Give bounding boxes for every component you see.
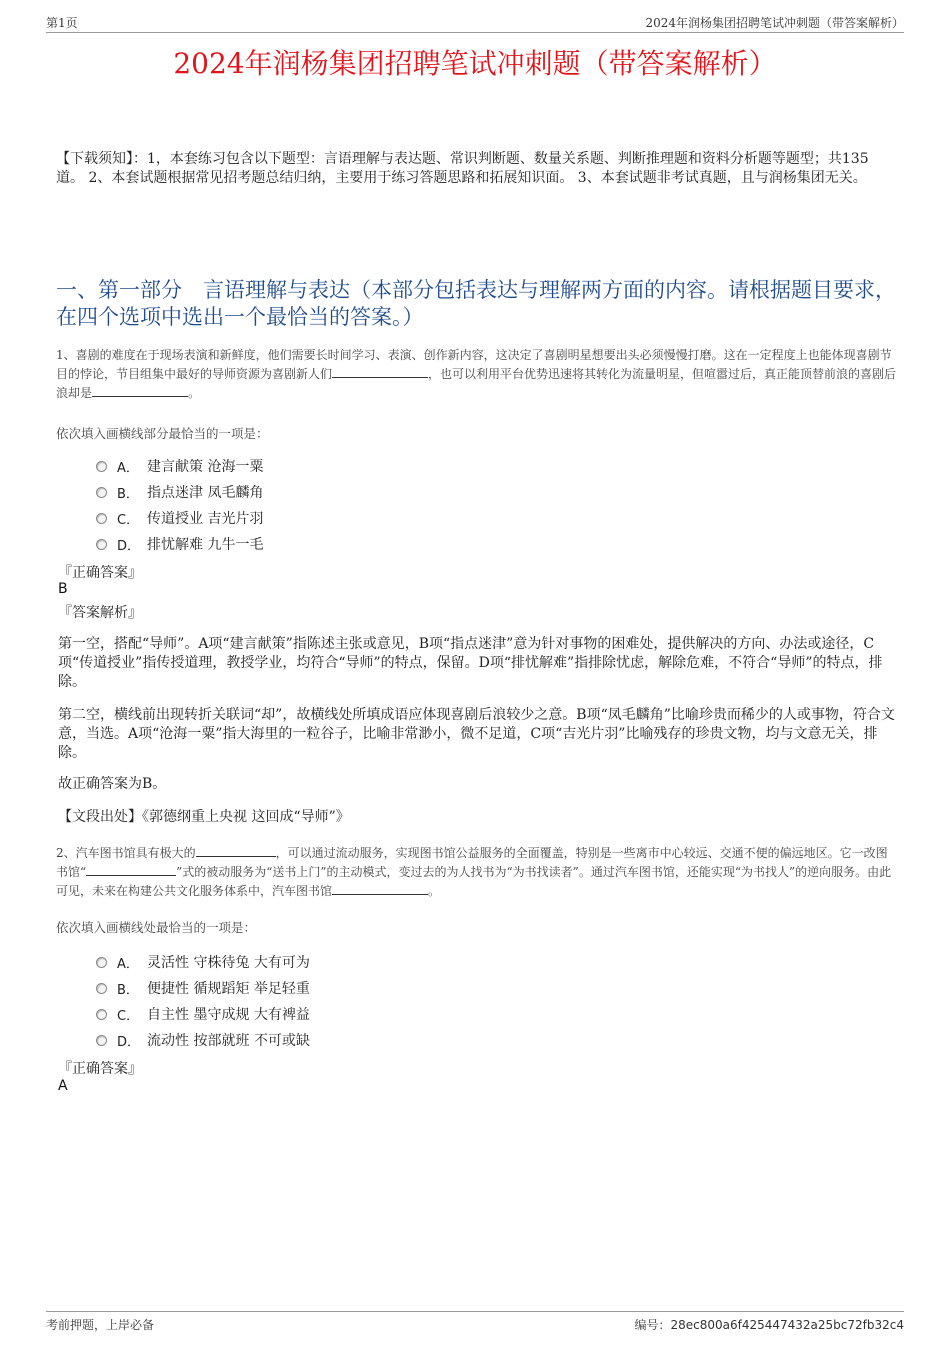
question-1-source: 【文段出处】《郭德纲重上央视 这回成“导师”》 [58,809,350,825]
option-text: 建言献策 沧海一粟 [147,459,264,475]
option-key: D． [117,538,141,554]
radio-icon[interactable] [96,957,107,968]
question-1-text [56,346,898,403]
question-2-text-part-c: ”式的被动服务为“送书上门”的主动模式，变过去的为人找书为“为书找读者”。通过汽车图书馆，还能实现“为书找人”的逆向服务。由此可见，未来在构建公共文化服务体系中，汽车图书馆 [56,865,892,898]
footer-code-value: 28ec800a6f425447432a25bc72fb32c4 [670,1318,904,1332]
document-title: 2024年润杨集团招聘笔试冲刺题（带答案解析） [173,47,777,80]
question-1-analysis-2: 第二空，横线前出现转折关联词“却”，故横线处所填成语应体现喜剧后浪较少之意。B项“凤毛麟角”比喻珍贵而稀少的人或事物，符合文意，当选。A项“沧海一粟”指大海里的一粒谷子，比喻非常渺小，微不足道，C项“吉光片羽”比喻残存的珍贵文物，均与文意无关，排除。 [58,707,895,761]
page-number: 第1页 [46,16,78,30]
question-2-answer-label: 『正确答案』 [58,1061,142,1077]
question-1-answer: B [58,581,68,597]
option-key: B． [117,486,139,502]
question-1-text-part-a: 1、喜剧的难度在于现场表演和新鲜度，他们需要长时间学习、表演、创作新内容，这决定了喜剧明星想要出头必须慢慢打磨。这在一定程度上也能体现喜剧节目的悖论，节目组集中最好的导师资源为喜剧新人们 [56,348,892,381]
option-key: C． [117,512,140,528]
question-2-prompt: 依次填入画横线处最恰当的一项是： [56,920,257,935]
radio-icon[interactable] [96,539,107,550]
question-2-answer: A [58,1078,68,1094]
fill-blank [196,844,276,857]
option-text: 灵活性 守株待兔 大有可为 [147,955,310,971]
option-key: A． [117,460,139,476]
question-2-option-c[interactable] [96,1003,310,1025]
question-2-text [56,844,898,901]
option-text: 便捷性 循规蹈矩 举足轻重 [147,981,310,997]
option-text: 流动性 按部就班 不可或缺 [147,1033,310,1049]
question-1-conclusion: 故正确答案为B。 [58,776,167,792]
header-doc-title: 2024年润杨集团招聘笔试冲刺题（带答案解析） [645,16,904,30]
radio-icon[interactable] [96,1009,107,1020]
section-heading: 一、第一部分 言语理解与表达（本部分包括表达与理解两方面的内容。请根据题目要求，在四个选项中选出一个最恰当的答案。） [56,278,896,329]
radio-icon[interactable] [96,513,107,524]
question-1-prompt: 依次填入画横线部分最恰当的一项是： [56,426,269,441]
fill-blank [86,863,176,876]
question-1-option-b[interactable] [96,481,263,503]
question-1-answer-label: 『正确答案』 [58,565,142,581]
footer-slogan: 考前押题，上岸必备 [46,1318,155,1332]
option-text: 自主性 墨守成规 大有裨益 [147,1007,310,1023]
radio-icon[interactable] [96,461,107,472]
radio-icon[interactable] [96,487,107,498]
question-1-analysis-label: 『答案解析』 [58,605,142,621]
question-1-analysis-1: 第一空，搭配“导师”。A项“建言献策”指陈述主张或意见，B项“指点迷津”意为针对事物的困难处，提供解决的方向、办法或途径，C项“传道授业”指传授道理，教授学业，均符合“导师”的特点，保留。D项“排忧解难”指排除忧虑，解除危难，不符合“导师”的特点，排除。 [58,636,883,690]
question-2-option-a[interactable] [96,951,310,973]
question-2-text-part-d: 。 [428,884,441,898]
option-key: C． [117,1008,140,1024]
radio-icon[interactable] [96,983,107,994]
option-key: A． [117,956,139,972]
fill-blank [92,384,188,397]
download-notice: 【下载须知】：1，本套练习包含以下题型：言语理解与表达题、常识判断题、数量关系题、判断推理题和资料分析题等题型；共135道。 2、本套试题根据常见招考题总结归纳，主要用于练习答题思路和拓展知识面。 3、本套试题非考试真题，且与润杨集团无关。 [56,151,869,186]
option-key: B． [117,982,139,998]
radio-icon[interactable] [96,1035,107,1046]
option-text: 排忧解难 九牛一毛 [147,537,264,553]
page-footer [46,1311,904,1334]
question-1-text-part-c: 。 [188,386,201,400]
fill-blank [332,882,428,895]
footer-code [634,1316,904,1333]
footer-code-label: 编号： [634,1318,671,1332]
question-2-text-part-b: ，可以通过流动服务，实现图书馆公益服务的全面覆盖，特别是一些离市中心较远、交通不便的偏远地区。它一改图书馆“ [56,846,888,879]
page-header [46,14,904,33]
question-2-option-d[interactable] [96,1029,310,1051]
question-2-text-part-a: 2、汽车图书馆具有极大的 [56,846,196,860]
question-1-option-a[interactable] [96,455,263,477]
question-1-option-c[interactable] [96,507,263,529]
option-text: 传道授业 吉光片羽 [147,511,264,527]
option-text: 指点迷津 凤毛麟角 [147,485,264,501]
question-1-text-part-b: ，也可以利用平台优势迅速将其转化为流量明星，但喧嚣过后，真正能顶替前浪的喜剧后浪却是 [56,367,897,400]
question-1-option-d[interactable] [96,533,263,555]
option-key: D． [117,1034,141,1050]
fill-blank [332,365,428,378]
question-2-option-b[interactable] [96,977,310,999]
